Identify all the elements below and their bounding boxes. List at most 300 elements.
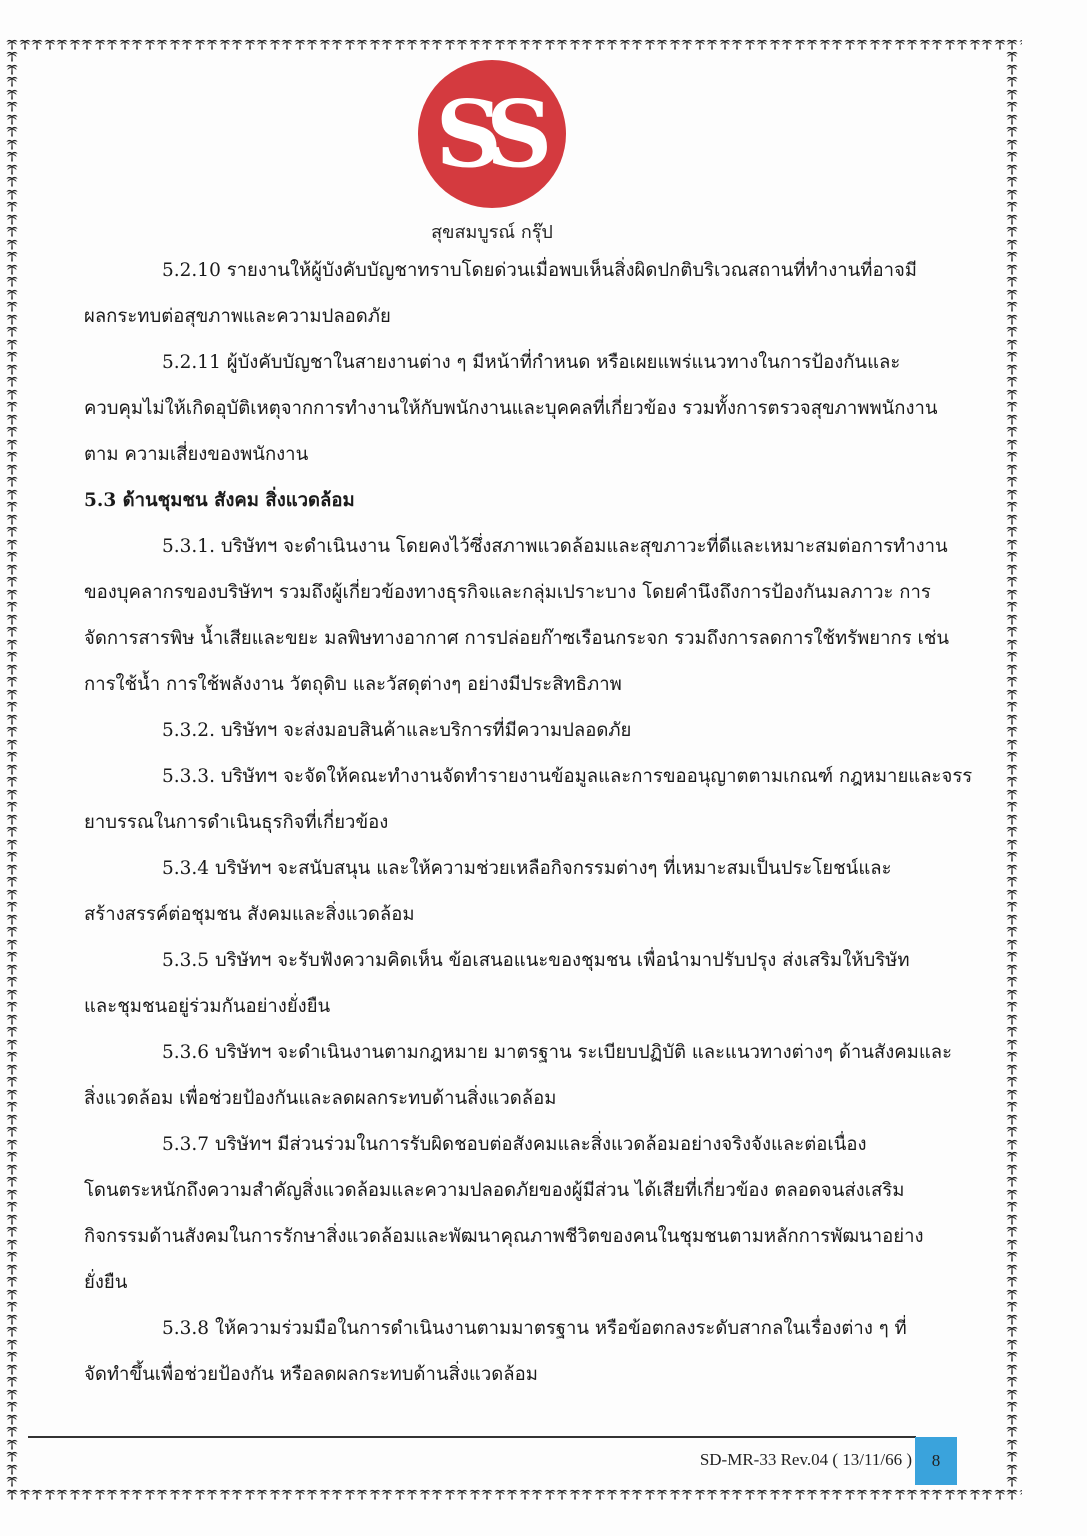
palm-tree-icon xyxy=(6,250,19,263)
palm-tree-icon xyxy=(756,1488,769,1501)
palm-tree-icon xyxy=(1006,1275,1019,1288)
palm-tree-icon xyxy=(256,38,269,51)
palm-tree-icon xyxy=(1006,538,1019,551)
palm-tree-icon xyxy=(1006,88,1019,101)
palm-tree-icon xyxy=(6,1363,19,1376)
palm-tree-icon xyxy=(31,1488,44,1501)
paragraph-line: สิ่งแวดล้อม เพื่อช่วยป้องกันและลดผลกระทบด้านสิ่งแวดล้อม xyxy=(84,1088,557,1109)
palm-tree-icon xyxy=(381,1488,394,1501)
decorative-border-right xyxy=(1006,50,1021,1492)
palm-tree-icon xyxy=(831,1488,844,1501)
palm-tree-icon xyxy=(6,925,19,938)
palm-tree-icon xyxy=(181,38,194,51)
palm-tree-icon xyxy=(1006,925,1019,938)
palm-tree-icon xyxy=(806,38,819,51)
palm-tree-icon xyxy=(731,38,744,51)
palm-tree-icon xyxy=(544,1488,557,1501)
palm-tree-icon xyxy=(631,38,644,51)
palm-tree-icon xyxy=(6,800,19,813)
palm-tree-icon xyxy=(231,1488,244,1501)
palm-tree-icon xyxy=(619,38,632,51)
palm-tree-icon xyxy=(731,1488,744,1501)
palm-tree-icon xyxy=(6,275,19,288)
palm-tree-icon xyxy=(156,1488,169,1501)
palm-tree-icon xyxy=(6,563,19,576)
palm-tree-icon xyxy=(1006,225,1019,238)
palm-tree-icon xyxy=(6,238,19,251)
palm-tree-icon xyxy=(6,288,19,301)
palm-tree-icon xyxy=(1006,675,1019,688)
palm-tree-icon xyxy=(431,1488,444,1501)
palm-tree-icon xyxy=(856,38,869,51)
logo-letters: SS xyxy=(435,80,539,188)
palm-tree-icon xyxy=(6,1313,19,1326)
palm-tree-icon xyxy=(344,38,357,51)
palm-tree-icon xyxy=(6,663,19,676)
palm-tree-icon xyxy=(231,38,244,51)
palm-tree-icon xyxy=(1006,200,1019,213)
paragraph-5-2-10 xyxy=(84,248,964,340)
palm-tree-icon xyxy=(1006,450,1019,463)
palm-tree-icon xyxy=(6,775,19,788)
palm-tree-icon xyxy=(1006,738,1019,751)
paragraph-line: การใช้น้ำ การใช้พลังงาน วัตถุดิบ และวัสดุต่างๆ อย่างมีประสิทธิภาพ xyxy=(84,674,622,695)
palm-tree-icon xyxy=(1006,563,1019,576)
palm-tree-icon xyxy=(1006,1388,1019,1401)
palm-tree-icon xyxy=(919,1488,932,1501)
palm-tree-icon xyxy=(6,1425,19,1438)
palm-tree-icon xyxy=(6,100,19,113)
palm-tree-icon xyxy=(844,38,857,51)
palm-tree-icon xyxy=(1006,1113,1019,1126)
palm-tree-icon xyxy=(6,425,19,438)
palm-tree-icon xyxy=(1006,600,1019,613)
palm-tree-icon xyxy=(606,1488,619,1501)
palm-tree-icon xyxy=(6,750,19,763)
palm-tree-icon xyxy=(556,38,569,51)
palm-tree-icon xyxy=(6,400,19,413)
palm-tree-icon xyxy=(6,825,19,838)
palm-tree-icon xyxy=(244,38,257,51)
palm-tree-icon xyxy=(806,1488,819,1501)
paragraph-line: ควบคุมไม่ให้เกิดอุบัติเหตุจากการทำงานให้กับพนักงานและบุคคลที่เกี่ยวข้อง รวมทั้งการตรวจสุขภาพพนักงาน xyxy=(84,398,938,419)
palm-tree-icon xyxy=(1006,250,1019,263)
palm-tree-icon xyxy=(294,38,307,51)
palm-tree-icon xyxy=(1006,400,1019,413)
palm-tree-icon xyxy=(1006,275,1019,288)
decorative-border-top xyxy=(6,38,1022,53)
palm-tree-icon xyxy=(881,1488,894,1501)
palm-tree-icon xyxy=(6,1125,19,1138)
paragraph-5-3-4 xyxy=(84,846,964,938)
palm-tree-icon xyxy=(1006,525,1019,538)
palm-tree-icon xyxy=(981,38,994,51)
paragraph-5-3-7 xyxy=(84,1122,964,1306)
palm-tree-icon xyxy=(1006,1013,1019,1026)
palm-tree-icon xyxy=(6,1175,19,1188)
palm-tree-icon xyxy=(919,38,932,51)
palm-tree-icon xyxy=(6,1163,19,1176)
palm-tree-icon xyxy=(6,88,19,101)
palm-tree-icon xyxy=(1006,125,1019,138)
palm-tree-icon xyxy=(1006,50,1019,63)
palm-tree-icon xyxy=(1006,1463,1019,1476)
palm-tree-icon xyxy=(6,513,19,526)
palm-tree-icon xyxy=(669,38,682,51)
palm-tree-icon xyxy=(1006,300,1019,313)
palm-tree-icon xyxy=(6,1138,19,1151)
paragraph-5-3-5 xyxy=(84,938,964,1030)
brand-name: สุขสมบูรณ์ กรุ๊ป xyxy=(431,222,553,243)
palm-tree-icon xyxy=(6,1450,19,1463)
palm-tree-icon xyxy=(281,38,294,51)
palm-tree-icon xyxy=(544,38,557,51)
palm-tree-icon xyxy=(1006,913,1019,926)
palm-tree-icon xyxy=(1006,75,1019,88)
palm-tree-icon xyxy=(1006,1363,1019,1376)
paragraph-line: 5.3.6 บริษัทฯ จะดำเนินงานตามกฎหมาย มาตรฐาน ระเบียบปฏิบัติ และแนวทางต่างๆ ด้านสังคมและ xyxy=(162,1042,953,1063)
page-number-box xyxy=(915,1437,957,1485)
palm-tree-icon xyxy=(681,1488,694,1501)
palm-tree-icon xyxy=(781,1488,794,1501)
palm-tree-icon xyxy=(6,1050,19,1063)
palm-tree-icon xyxy=(1006,1438,1019,1451)
palm-tree-icon xyxy=(344,1488,357,1501)
palm-tree-icon xyxy=(1006,1488,1019,1493)
palm-tree-icon xyxy=(469,1488,482,1501)
palm-tree-icon xyxy=(1006,1475,1019,1488)
palm-tree-icon xyxy=(1006,1225,1019,1238)
palm-tree-icon xyxy=(1006,1063,1019,1076)
paragraph-line: 5.3.4 บริษัทฯ จะสนับสนุน และให้ความช่วยเหลือกิจกรรมต่างๆ ที่เหมาะสมเป็นประโยชน์และ xyxy=(162,858,892,879)
palm-tree-icon xyxy=(706,38,719,51)
palm-tree-icon xyxy=(394,1488,407,1501)
palm-tree-icon xyxy=(1006,1338,1019,1351)
palm-tree-icon xyxy=(6,1188,19,1201)
palm-tree-icon xyxy=(206,38,219,51)
palm-tree-icon xyxy=(131,1488,144,1501)
palm-tree-icon xyxy=(556,1488,569,1501)
palm-tree-icon xyxy=(956,1488,969,1501)
palm-tree-icon xyxy=(619,1488,632,1501)
palm-tree-icon xyxy=(1006,438,1019,451)
palm-tree-icon xyxy=(6,38,19,51)
paragraph-line: 5.3.7 บริษัทฯ มีส่วนร่วมในการรับผิดชอบต่อสังคมและสิ่งแวดล้อมอย่างจริงจังและต่อเนื่อง xyxy=(162,1134,867,1155)
palm-tree-icon xyxy=(744,38,757,51)
palm-tree-icon xyxy=(519,1488,532,1501)
palm-tree-icon xyxy=(1006,775,1019,788)
palm-tree-icon xyxy=(906,38,919,51)
palm-tree-icon xyxy=(844,1488,857,1501)
paragraph-line: ของบุคลากรของบริษัทฯ รวมถึงผู้เกี่ยวข้องทางธุรกิจและกลุ่มเปราะบาง โดยคำนึงถึงการป้องกันมลภาวะ การ xyxy=(84,582,931,603)
palm-tree-icon xyxy=(206,1488,219,1501)
palm-tree-icon xyxy=(1006,1350,1019,1363)
palm-tree-icon xyxy=(831,38,844,51)
palm-tree-icon xyxy=(6,913,19,926)
palm-tree-icon xyxy=(144,38,157,51)
palm-tree-icon xyxy=(1006,750,1019,763)
palm-tree-icon xyxy=(1006,1163,1019,1176)
palm-tree-icon xyxy=(1006,1400,1019,1413)
palm-tree-icon xyxy=(569,1488,582,1501)
palm-tree-icon xyxy=(1006,188,1019,201)
palm-tree-icon xyxy=(119,1488,132,1501)
palm-tree-icon xyxy=(6,813,19,826)
paragraph-line: ผลกระทบต่อสุขภาพและความปลอดภัย xyxy=(84,306,391,327)
palm-tree-icon xyxy=(6,1388,19,1401)
palm-tree-icon xyxy=(1006,288,1019,301)
palm-tree-icon xyxy=(6,625,19,638)
palm-tree-icon xyxy=(1006,63,1019,76)
palm-tree-icon xyxy=(894,38,907,51)
palm-tree-icon xyxy=(6,175,19,188)
palm-tree-icon xyxy=(819,1488,832,1501)
palm-tree-icon xyxy=(1006,475,1019,488)
palm-tree-icon xyxy=(269,38,282,51)
palm-tree-icon xyxy=(6,1213,19,1226)
palm-tree-icon xyxy=(6,300,19,313)
palm-tree-icon xyxy=(1006,388,1019,401)
palm-tree-icon xyxy=(1006,375,1019,388)
palm-tree-icon xyxy=(6,788,19,801)
palm-tree-icon xyxy=(106,1488,119,1501)
palm-tree-icon xyxy=(219,1488,232,1501)
section-heading-5-3: 5.3 ด้านชุมชน สังคม สิ่งแวดล้อม xyxy=(84,490,355,511)
paragraph-5-3-6 xyxy=(84,1030,964,1122)
palm-tree-icon xyxy=(969,1488,982,1501)
palm-tree-icon xyxy=(1006,1263,1019,1276)
palm-tree-icon xyxy=(1006,625,1019,638)
palm-tree-icon xyxy=(519,38,532,51)
palm-tree-icon xyxy=(1006,888,1019,901)
palm-tree-icon xyxy=(6,375,19,388)
palm-tree-icon xyxy=(644,38,657,51)
palm-tree-icon xyxy=(1006,1138,1019,1151)
palm-tree-icon xyxy=(6,363,19,376)
paragraph-line: ยั่งยืน xyxy=(84,1272,128,1293)
palm-tree-icon xyxy=(769,1488,782,1501)
palm-tree-icon xyxy=(6,500,19,513)
palm-tree-icon xyxy=(6,1400,19,1413)
palm-tree-icon xyxy=(481,38,494,51)
palm-tree-icon xyxy=(6,1288,19,1301)
palm-tree-icon xyxy=(131,38,144,51)
palm-tree-icon xyxy=(1006,825,1019,838)
palm-tree-icon xyxy=(6,863,19,876)
palm-tree-icon xyxy=(669,1488,682,1501)
palm-tree-icon xyxy=(1006,588,1019,601)
palm-tree-icon xyxy=(444,38,457,51)
palm-tree-icon xyxy=(181,1488,194,1501)
palm-tree-icon xyxy=(1006,975,1019,988)
palm-tree-icon xyxy=(581,38,594,51)
palm-tree-icon xyxy=(6,1488,19,1493)
palm-tree-icon xyxy=(1006,213,1019,226)
palm-tree-icon xyxy=(469,38,482,51)
palm-tree-icon xyxy=(6,188,19,201)
palm-tree-icon xyxy=(119,38,132,51)
palm-tree-icon xyxy=(6,613,19,626)
palm-tree-icon xyxy=(719,1488,732,1501)
palm-tree-icon xyxy=(19,38,32,51)
palm-tree-icon xyxy=(1006,163,1019,176)
palm-tree-icon xyxy=(244,1488,257,1501)
paragraph-line: ตาม ความเสี่ยงของพนักงาน xyxy=(84,444,309,465)
palm-tree-icon xyxy=(6,963,19,976)
palm-tree-icon xyxy=(6,450,19,463)
palm-tree-icon xyxy=(6,463,19,476)
paragraph-line: 5.3.8 ให้ความร่วมมือในการดำเนินงานตามมาตรฐาน หรือข้อตกลงระดับสากลในเรื่องต่าง ๆ ที่ xyxy=(162,1318,907,1339)
palm-tree-icon xyxy=(706,1488,719,1501)
palm-tree-icon xyxy=(6,1350,19,1363)
palm-tree-icon xyxy=(6,713,19,726)
palm-tree-icon xyxy=(1006,575,1019,588)
palm-tree-icon xyxy=(1006,900,1019,913)
palm-tree-icon xyxy=(1006,1000,1019,1013)
palm-tree-icon xyxy=(281,1488,294,1501)
palm-tree-icon xyxy=(1006,413,1019,426)
palm-tree-icon xyxy=(1006,1088,1019,1101)
palm-tree-icon xyxy=(1006,325,1019,338)
page-number: 8 xyxy=(931,1451,941,1470)
palm-tree-icon xyxy=(1006,788,1019,801)
palm-tree-icon xyxy=(6,1338,19,1351)
palm-tree-icon xyxy=(1006,1025,1019,1038)
palm-tree-icon xyxy=(1006,488,1019,501)
palm-tree-icon xyxy=(894,1488,907,1501)
paragraph-5-3-1 xyxy=(84,524,964,708)
palm-tree-icon xyxy=(1006,838,1019,851)
palm-tree-icon xyxy=(6,638,19,651)
palm-tree-icon xyxy=(6,138,19,151)
palm-tree-icon xyxy=(1006,650,1019,663)
palm-tree-icon xyxy=(394,38,407,51)
palm-tree-icon xyxy=(1006,350,1019,363)
palm-tree-icon xyxy=(6,1225,19,1238)
palm-tree-icon xyxy=(6,975,19,988)
palm-tree-icon xyxy=(1006,1100,1019,1113)
palm-tree-icon xyxy=(406,38,419,51)
palm-tree-icon xyxy=(306,1488,319,1501)
palm-tree-icon xyxy=(6,1075,19,1088)
palm-tree-icon xyxy=(169,1488,182,1501)
palm-tree-icon xyxy=(1006,1300,1019,1313)
palm-tree-icon xyxy=(1006,138,1019,151)
palm-tree-icon xyxy=(1006,713,1019,726)
palm-tree-icon xyxy=(531,1488,544,1501)
palm-tree-icon xyxy=(356,38,369,51)
palm-tree-icon xyxy=(1006,100,1019,113)
palm-tree-icon xyxy=(769,38,782,51)
paragraph-line: จัดทำขึ้นเพื่อช่วยป้องกัน หรือลดผลกระทบด้านสิ่งแวดล้อม xyxy=(84,1364,538,1385)
palm-tree-icon xyxy=(1006,1250,1019,1263)
palm-tree-icon xyxy=(969,38,982,51)
palm-tree-icon xyxy=(6,900,19,913)
palm-tree-icon xyxy=(1006,513,1019,526)
palm-tree-icon xyxy=(69,1488,82,1501)
paragraph-5-3-2 xyxy=(84,708,964,754)
palm-tree-icon xyxy=(956,38,969,51)
palm-tree-icon xyxy=(6,938,19,951)
palm-tree-icon xyxy=(331,38,344,51)
paragraph-line: 5.2.11 ผู้บังคับบัญชาในสายงานต่าง ๆ มีหน้าที่กำหนด หรือเผยแพร่แนวทางในการป้องกันและ xyxy=(162,352,901,373)
palm-tree-icon xyxy=(1006,1038,1019,1051)
palm-tree-icon xyxy=(6,875,19,888)
palm-tree-icon xyxy=(6,1475,19,1488)
palm-tree-icon xyxy=(1006,150,1019,163)
palm-tree-icon xyxy=(6,525,19,538)
palm-tree-icon xyxy=(1019,38,1023,51)
palm-tree-icon xyxy=(6,725,19,738)
palm-tree-icon xyxy=(869,38,882,51)
palm-tree-icon xyxy=(1006,1313,1019,1326)
palm-tree-icon xyxy=(6,63,19,76)
palm-tree-icon xyxy=(6,550,19,563)
palm-tree-icon xyxy=(1006,863,1019,876)
document-body xyxy=(84,248,973,1398)
palm-tree-icon xyxy=(594,1488,607,1501)
palm-tree-icon xyxy=(681,38,694,51)
palm-tree-icon xyxy=(294,1488,307,1501)
paragraph-line: สร้างสรรค์ต่อชุมชน สังคมและสิ่งแวดล้อม xyxy=(84,904,415,925)
palm-tree-icon xyxy=(169,38,182,51)
palm-tree-icon xyxy=(194,38,207,51)
palm-tree-icon xyxy=(1006,1375,1019,1388)
palm-tree-icon xyxy=(6,313,19,326)
palm-tree-icon xyxy=(1006,850,1019,863)
palm-tree-icon xyxy=(1006,338,1019,351)
palm-tree-icon xyxy=(1006,938,1019,951)
palm-tree-icon xyxy=(1006,1213,1019,1226)
palm-tree-icon xyxy=(6,688,19,701)
paragraph-line: 5.3.1. บริษัทฯ จะดำเนินงาน โดยคงไว้ซึ่งสภาพแวดล้อมและสุขภาวะที่ดีและเหมาะสมต่อการทำงาน xyxy=(162,536,948,557)
paragraph-5-3-3 xyxy=(84,754,973,846)
palm-tree-icon xyxy=(6,600,19,613)
palm-tree-icon xyxy=(6,838,19,851)
palm-tree-icon xyxy=(1006,1450,1019,1463)
palm-tree-icon xyxy=(6,738,19,751)
palm-tree-icon xyxy=(6,650,19,663)
palm-tree-icon xyxy=(981,1488,994,1501)
palm-tree-icon xyxy=(6,588,19,601)
palm-tree-icon xyxy=(6,1013,19,1026)
palm-tree-icon xyxy=(94,38,107,51)
palm-tree-icon xyxy=(56,38,69,51)
palm-tree-icon xyxy=(644,1488,657,1501)
palm-tree-icon xyxy=(1006,175,1019,188)
palm-tree-icon xyxy=(306,38,319,51)
palm-tree-icon xyxy=(1006,1188,1019,1201)
palm-tree-icon xyxy=(6,113,19,126)
palm-tree-icon xyxy=(106,38,119,51)
palm-tree-icon xyxy=(6,988,19,1001)
paragraph-line: กิจกรรมด้านสังคมในการรักษาสิ่งแวดล้อมและพัฒนาคุณภาพชีวิตของคนในชุมชนตามหลักการพัฒนาอย่าง xyxy=(84,1226,924,1247)
decorative-border-bottom xyxy=(6,1488,1022,1503)
palm-tree-icon xyxy=(1006,1325,1019,1338)
palm-tree-icon xyxy=(1006,425,1019,438)
palm-tree-icon xyxy=(6,1200,19,1213)
palm-tree-icon xyxy=(6,50,19,63)
palm-tree-icon xyxy=(694,38,707,51)
palm-tree-icon xyxy=(944,1488,957,1501)
palm-tree-icon xyxy=(869,1488,882,1501)
paragraph-5-2-11 xyxy=(84,340,964,478)
palm-tree-icon xyxy=(6,1300,19,1313)
palm-tree-icon xyxy=(1006,688,1019,701)
palm-tree-icon xyxy=(381,38,394,51)
palm-tree-icon xyxy=(6,575,19,588)
palm-tree-icon xyxy=(1006,38,1019,51)
